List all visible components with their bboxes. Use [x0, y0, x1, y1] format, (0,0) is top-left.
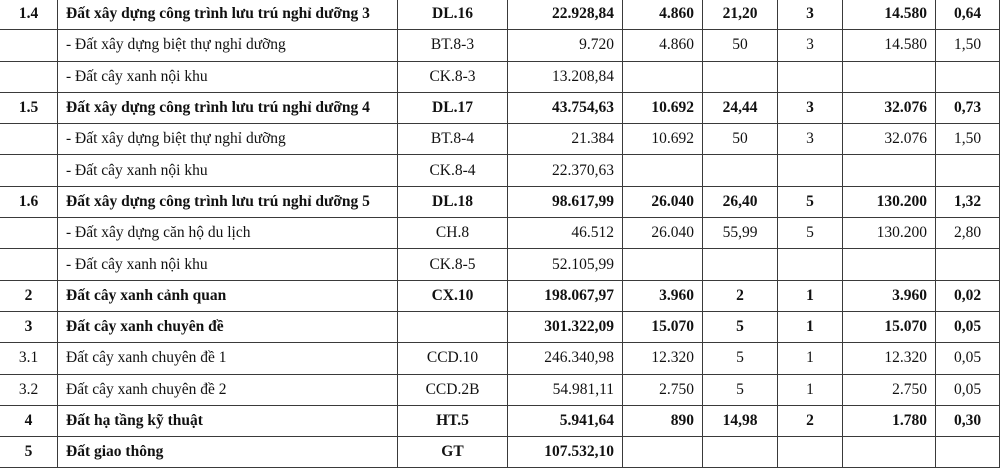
cell-code: CCD.2B — [398, 374, 508, 405]
cell-floor-area — [843, 61, 936, 92]
cell-area: 22.928,84 — [508, 0, 623, 30]
cell-floor-area — [843, 155, 936, 186]
cell-construction-area — [623, 155, 703, 186]
cell-density: 50 — [703, 30, 778, 61]
cell-land-type: Đất hạ tầng kỹ thuật — [58, 405, 398, 436]
table-row — [0, 218, 1000, 249]
cell-stt — [0, 30, 58, 61]
cell-area: 21.384 — [508, 124, 623, 155]
cell-stt: 5 — [0, 437, 58, 468]
cell-floors: 3 — [778, 124, 843, 155]
cell-floor-area: 2.750 — [843, 374, 936, 405]
cell-floors: 1 — [778, 311, 843, 342]
cell-code: CK.8-4 — [398, 155, 508, 186]
cell-land-use-coefficient: 0,73 — [936, 92, 1000, 123]
cell-density — [703, 61, 778, 92]
cell-floor-area: 12.320 — [843, 343, 936, 374]
table-row — [0, 124, 1000, 155]
cell-area: 198.067,97 — [508, 280, 623, 311]
cell-land-type: Đất xây dựng công trình lưu trú nghỉ dưỡng 3 — [58, 0, 398, 30]
cell-density: 26,40 — [703, 186, 778, 217]
cell-code: DL.17 — [398, 92, 508, 123]
table-row — [0, 311, 1000, 342]
cell-code: CK.8-3 — [398, 61, 508, 92]
cell-stt: 2 — [0, 280, 58, 311]
cell-density: 5 — [703, 343, 778, 374]
cell-land-use-coefficient — [936, 155, 1000, 186]
cell-land-type: - Đất xây dựng biệt thự nghỉ dưỡng — [58, 30, 398, 61]
cell-stt — [0, 61, 58, 92]
cell-floor-area: 130.200 — [843, 186, 936, 217]
cell-land-type: Đất cây xanh chuyên đề 2 — [58, 374, 398, 405]
cell-floors: 1 — [778, 343, 843, 374]
cell-floor-area: 1.780 — [843, 405, 936, 436]
cell-density: 2 — [703, 280, 778, 311]
cell-construction-area: 4.860 — [623, 0, 703, 30]
cell-land-use-coefficient: 1,32 — [936, 186, 1000, 217]
cell-construction-area — [623, 249, 703, 280]
cell-construction-area: 10.692 — [623, 92, 703, 123]
cell-area: 9.720 — [508, 30, 623, 61]
cell-floors — [778, 249, 843, 280]
table-row — [0, 155, 1000, 186]
cell-floor-area: 14.580 — [843, 0, 936, 30]
cell-density: 21,20 — [703, 0, 778, 30]
cell-density: 55,99 — [703, 218, 778, 249]
cell-area: 246.340,98 — [508, 343, 623, 374]
cell-floors: 1 — [778, 280, 843, 311]
table-row — [0, 249, 1000, 280]
cell-floor-area: 130.200 — [843, 218, 936, 249]
cell-floor-area — [843, 249, 936, 280]
cell-stt: 3.2 — [0, 374, 58, 405]
table-row — [0, 374, 1000, 405]
cell-construction-area: 3.960 — [623, 280, 703, 311]
cell-code: CH.8 — [398, 218, 508, 249]
cell-stt: 1.6 — [0, 186, 58, 217]
cell-land-use-coefficient: 0,05 — [936, 374, 1000, 405]
cell-density — [703, 155, 778, 186]
cell-area: 46.512 — [508, 218, 623, 249]
cell-floors — [778, 155, 843, 186]
cell-land-type: Đất xây dựng công trình lưu trú nghỉ dưỡng 4 — [58, 92, 398, 123]
cell-code: CX.10 — [398, 280, 508, 311]
cell-stt — [0, 218, 58, 249]
cell-code: DL.18 — [398, 186, 508, 217]
cell-floors — [778, 437, 843, 468]
table-row — [0, 186, 1000, 217]
cell-stt: 3 — [0, 311, 58, 342]
cell-land-use-coefficient: 0,64 — [936, 0, 1000, 30]
cell-code: CCD.10 — [398, 343, 508, 374]
cell-stt — [0, 124, 58, 155]
cell-code: BT.8-4 — [398, 124, 508, 155]
cell-floors: 3 — [778, 30, 843, 61]
table-row — [0, 61, 1000, 92]
cell-code: CK.8-5 — [398, 249, 508, 280]
cell-construction-area — [623, 61, 703, 92]
cell-land-use-coefficient — [936, 249, 1000, 280]
cell-area: 301.322,09 — [508, 311, 623, 342]
cell-floors: 3 — [778, 0, 843, 30]
cell-floor-area — [843, 437, 936, 468]
cell-area: 52.105,99 — [508, 249, 623, 280]
cell-land-type: Đất giao thông — [58, 437, 398, 468]
cell-area: 54.981,11 — [508, 374, 623, 405]
cell-land-use-coefficient: 1,50 — [936, 30, 1000, 61]
table-row — [0, 280, 1000, 311]
cell-stt — [0, 249, 58, 280]
cell-land-type: - Đất cây xanh nội khu — [58, 155, 398, 186]
cell-construction-area: 4.860 — [623, 30, 703, 61]
cell-code: HT.5 — [398, 405, 508, 436]
table-row — [0, 30, 1000, 61]
cell-land-use-coefficient: 0,02 — [936, 280, 1000, 311]
cell-land-type: Đất cây xanh chuyên đề — [58, 311, 398, 342]
cell-land-use-coefficient: 0,30 — [936, 405, 1000, 436]
cell-code: BT.8-3 — [398, 30, 508, 61]
cell-land-type: Đất xây dựng công trình lưu trú nghỉ dưỡng 5 — [58, 186, 398, 217]
cell-floors: 2 — [778, 405, 843, 436]
cell-density: 5 — [703, 374, 778, 405]
cell-floor-area: 32.076 — [843, 92, 936, 123]
cell-area: 13.208,84 — [508, 61, 623, 92]
cell-floor-area: 32.076 — [843, 124, 936, 155]
cell-land-type: - Đất xây dựng căn hộ du lịch — [58, 218, 398, 249]
cell-floors: 5 — [778, 218, 843, 249]
cell-land-use-coefficient — [936, 61, 1000, 92]
cell-land-type: - Đất xây dựng biệt thự nghỉ dưỡng — [58, 124, 398, 155]
cell-construction-area: 2.750 — [623, 374, 703, 405]
cell-density: 24,44 — [703, 92, 778, 123]
cell-stt: 4 — [0, 405, 58, 436]
cell-land-use-coefficient: 1,50 — [936, 124, 1000, 155]
cell-land-use-coefficient: 2,80 — [936, 218, 1000, 249]
cell-area: 5.941,64 — [508, 405, 623, 436]
cell-construction-area: 12.320 — [623, 343, 703, 374]
cell-area: 98.617,99 — [508, 186, 623, 217]
cell-density: 5 — [703, 311, 778, 342]
cell-code — [398, 311, 508, 342]
table-row — [0, 92, 1000, 123]
cell-density: 50 — [703, 124, 778, 155]
cell-stt: 1.5 — [0, 92, 58, 123]
cell-floors — [778, 61, 843, 92]
cell-stt: 3.1 — [0, 343, 58, 374]
cell-code: GT — [398, 437, 508, 468]
cell-floor-area: 3.960 — [843, 280, 936, 311]
cell-area: 107.532,10 — [508, 437, 623, 468]
cell-area: 22.370,63 — [508, 155, 623, 186]
cell-land-use-coefficient: 0,05 — [936, 343, 1000, 374]
cell-floor-area: 15.070 — [843, 311, 936, 342]
table-row — [0, 0, 1000, 30]
cell-density: 14,98 — [703, 405, 778, 436]
cell-area: 43.754,63 — [508, 92, 623, 123]
cell-construction-area: 26.040 — [623, 218, 703, 249]
cell-density — [703, 437, 778, 468]
cell-land-type: Đất cây xanh cảnh quan — [58, 280, 398, 311]
cell-stt: 1.4 — [0, 0, 58, 30]
cell-land-use-coefficient: 0,05 — [936, 311, 1000, 342]
cell-land-type: Đất cây xanh chuyên đề 1 — [58, 343, 398, 374]
cell-floors: 1 — [778, 374, 843, 405]
cell-construction-area — [623, 437, 703, 468]
cell-density — [703, 249, 778, 280]
cell-construction-area: 890 — [623, 405, 703, 436]
cell-construction-area: 15.070 — [623, 311, 703, 342]
cell-land-type: - Đất cây xanh nội khu — [58, 61, 398, 92]
cell-construction-area: 10.692 — [623, 124, 703, 155]
cell-land-type: - Đất cây xanh nội khu — [58, 249, 398, 280]
table-row — [0, 437, 1000, 468]
table-row — [0, 343, 1000, 374]
cell-code: DL.16 — [398, 0, 508, 30]
table-row — [0, 405, 1000, 436]
cell-land-use-coefficient — [936, 437, 1000, 468]
cell-floors: 3 — [778, 92, 843, 123]
cell-floor-area: 14.580 — [843, 30, 936, 61]
cell-stt — [0, 155, 58, 186]
cell-construction-area: 26.040 — [623, 186, 703, 217]
cell-floors: 5 — [778, 186, 843, 217]
